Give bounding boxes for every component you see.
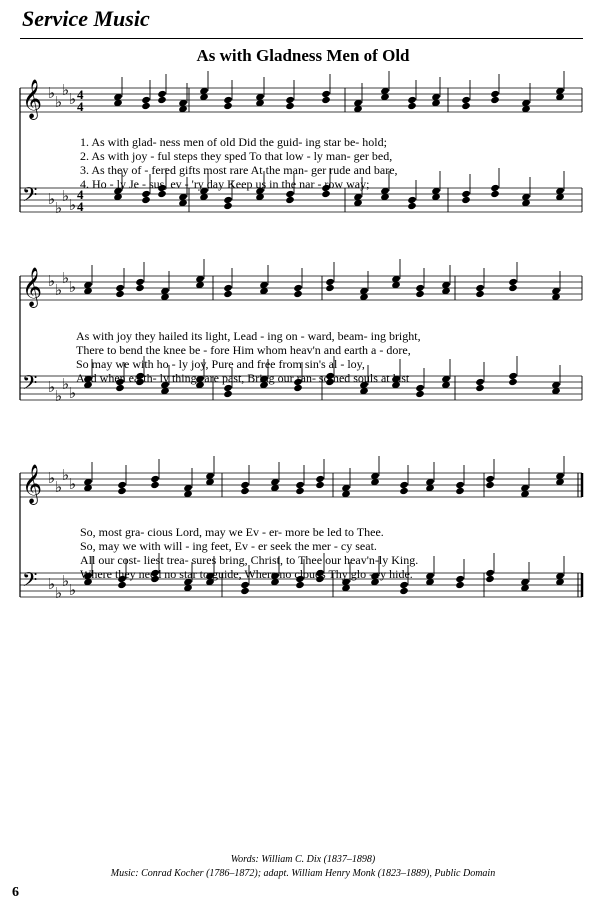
notehead — [399, 487, 409, 495]
notehead — [240, 587, 250, 595]
notehead — [141, 196, 151, 204]
lyric-line: Where they need no star to guide, Where no clouds Thy glo - ry hide. — [80, 567, 413, 581]
notehead — [293, 384, 303, 392]
notehead — [415, 290, 425, 298]
notehead — [325, 284, 335, 292]
flat-icon: ♭ — [69, 92, 77, 108]
notehead — [285, 102, 295, 110]
notehead — [508, 284, 518, 292]
music-credit: Music: Conrad Kocher (1786–1872); adapt. William Henry Monk (1823–1889), Public Domain — [110, 868, 496, 879]
time-signature-top: 4 — [77, 87, 84, 102]
flat-icon: ♭ — [62, 574, 70, 590]
notehead — [485, 481, 495, 489]
flat-icon: ♭ — [62, 377, 70, 393]
notehead — [399, 587, 409, 595]
flat-icon: ♭ — [69, 386, 77, 402]
flat-icon: ♭ — [48, 577, 56, 593]
notehead — [223, 102, 233, 110]
notehead — [485, 575, 495, 583]
lyric-line: So may we with ho - ly joy, Pure and free from sin's al - loy, — [76, 357, 365, 371]
bass-clef-icon: 𝄢 — [22, 568, 38, 596]
notehead — [461, 196, 471, 204]
lyric-line: So, most gra- cious Lord, may we Ev - er- more be led to Thee. — [80, 525, 384, 539]
flat-icon: ♭ — [62, 468, 70, 484]
treble-clef-icon: 𝄞 — [22, 79, 43, 119]
notehead — [150, 481, 160, 489]
flat-icon: ♭ — [55, 95, 63, 111]
notehead — [407, 102, 417, 110]
notehead — [285, 196, 295, 204]
flat-icon: ♭ — [69, 280, 77, 296]
notehead — [461, 102, 471, 110]
notehead — [455, 487, 465, 495]
treble-clef-icon: 𝄞 — [22, 267, 43, 307]
notehead — [115, 290, 125, 298]
lyric-line: So, may we with will - ing feet, Ev - er seek the mer - cy seat. — [80, 539, 377, 553]
bass-clef-icon: 𝄢 — [22, 371, 38, 399]
notehead — [223, 202, 233, 210]
flat-icon: ♭ — [48, 86, 56, 102]
notehead — [490, 96, 500, 104]
notehead — [135, 284, 145, 292]
time-signature-bottom: 4 — [77, 99, 84, 114]
notehead — [508, 378, 518, 386]
notehead — [475, 384, 485, 392]
flat-icon: ♭ — [69, 583, 77, 599]
words-credit: Words: William C. Dix (1837–1898) — [230, 854, 376, 865]
flat-icon: ♭ — [62, 189, 70, 205]
credits — [0, 853, 606, 881]
lyric-line: 3. As they of - fered gifts most rare At the man- ger rude and bare, — [80, 163, 398, 177]
bass-clef-icon: 𝄢 — [22, 183, 38, 211]
section-title: Service Music — [22, 6, 150, 31]
flat-icon: ♭ — [69, 198, 77, 214]
notehead — [455, 581, 465, 589]
time-signature-bottom: 4 — [77, 199, 84, 214]
notehead — [475, 290, 485, 298]
notehead — [117, 581, 127, 589]
treble-clef-icon: 𝄞 — [22, 464, 43, 504]
time-signature-top: 4 — [77, 187, 84, 202]
flat-icon: ♭ — [48, 471, 56, 487]
flat-icon: ♭ — [55, 283, 63, 299]
header-divider — [20, 38, 583, 39]
notehead — [295, 581, 305, 589]
hymn-title: As with Gladness Men of Old — [196, 46, 410, 65]
notehead — [157, 96, 167, 104]
notehead — [240, 487, 250, 495]
notehead — [117, 487, 127, 495]
notehead — [407, 202, 417, 210]
flat-icon: ♭ — [55, 586, 63, 602]
flat-icon: ♭ — [55, 201, 63, 217]
lyric-line: 2. As with joy - ful steps they sped To that low - ly man- ger bed, — [80, 149, 393, 163]
flat-icon: ♭ — [69, 477, 77, 493]
notehead — [315, 481, 325, 489]
notehead — [321, 96, 331, 104]
flat-icon: ♭ — [55, 389, 63, 405]
flat-icon: ♭ — [48, 192, 56, 208]
lyric-line: There to bend the knee be - fore Him whom heav'n and earth a - dore, — [76, 343, 411, 357]
notehead — [141, 102, 151, 110]
flat-icon: ♭ — [48, 380, 56, 396]
notehead — [321, 190, 331, 198]
notehead — [415, 390, 425, 398]
lyric-line: As with joy they hailed its light, Lead - ing on - ward, beam- ing bright, — [76, 329, 421, 343]
notehead — [295, 487, 305, 495]
lyric-line: And when earth- ly things are past, Bring our ran- somed souls at last — [76, 371, 410, 385]
notehead — [223, 290, 233, 298]
flat-icon: ♭ — [62, 83, 70, 99]
page-number: 6 — [12, 885, 19, 900]
lyric-line: All our cost- liest trea- sures bring, Christ, to Thee our heav'n-ly King. — [80, 553, 419, 567]
flat-icon: ♭ — [62, 271, 70, 287]
flat-icon: ♭ — [55, 480, 63, 496]
notehead — [490, 190, 500, 198]
lyric-line: 4. Ho - ly Je - sus, ev - 'ry day Keep us in the nar - row way; — [80, 177, 370, 191]
lyric-line: 1. As with glad- ness men of old Did the guid- ing star be- hold; — [80, 135, 387, 149]
notehead — [115, 384, 125, 392]
notehead — [223, 390, 233, 398]
notehead — [293, 290, 303, 298]
flat-icon: ♭ — [48, 274, 56, 290]
notehead — [157, 190, 167, 198]
